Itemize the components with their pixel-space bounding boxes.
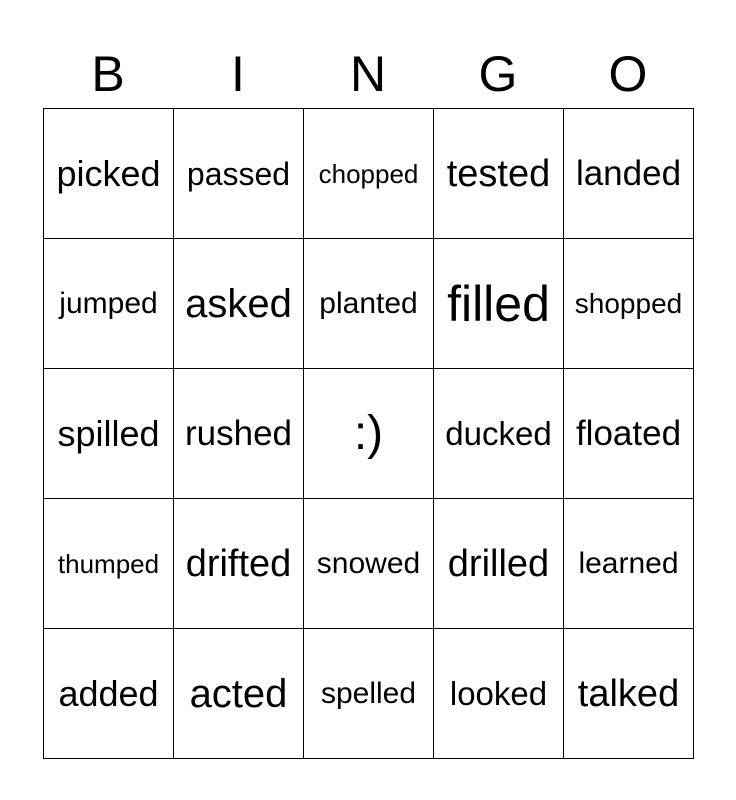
bingo-header (43, 40, 693, 108)
bingo-cell[interactable]: added (44, 629, 174, 759)
bingo-cell[interactable]: thumped (44, 499, 174, 629)
bingo-cell[interactable]: landed (564, 109, 694, 239)
bingo-cell[interactable]: ducked (434, 369, 564, 499)
bingo-cell[interactable]: acted (174, 629, 304, 759)
bingo-cell[interactable]: snowed (304, 499, 434, 629)
header-letter-i: I (231, 46, 245, 102)
header-letter-o: O (608, 46, 648, 102)
bingo-cell[interactable]: drifted (174, 499, 304, 629)
bingo-cell[interactable]: picked (44, 109, 174, 239)
bingo-cell[interactable]: chopped (304, 109, 434, 239)
bingo-cell[interactable]: talked (564, 629, 694, 759)
header-letter-b: B (91, 46, 125, 102)
bingo-cell[interactable]: tested (434, 109, 564, 239)
bingo-cell[interactable]: spelled (304, 629, 434, 759)
bingo-cell[interactable]: filled (434, 239, 564, 369)
free-space-cell[interactable]: :) (304, 369, 434, 499)
bingo-card (43, 108, 694, 759)
bingo-cell[interactable]: floated (564, 369, 694, 499)
bingo-cell[interactable]: planted (304, 239, 434, 369)
bingo-cell[interactable]: learned (564, 499, 694, 629)
bingo-cell[interactable]: shopped (564, 239, 694, 369)
bingo-cell[interactable]: drilled (434, 499, 564, 629)
bingo-cell[interactable]: looked (434, 629, 564, 759)
header-letter-g: G (478, 46, 518, 102)
bingo-cell[interactable]: asked (174, 239, 304, 369)
bingo-cell[interactable]: rushed (174, 369, 304, 499)
bingo-cell[interactable]: passed (174, 109, 304, 239)
bingo-cell[interactable]: jumped (44, 239, 174, 369)
bingo-cell[interactable]: spilled (44, 369, 174, 499)
header-letter-n: N (349, 46, 387, 102)
